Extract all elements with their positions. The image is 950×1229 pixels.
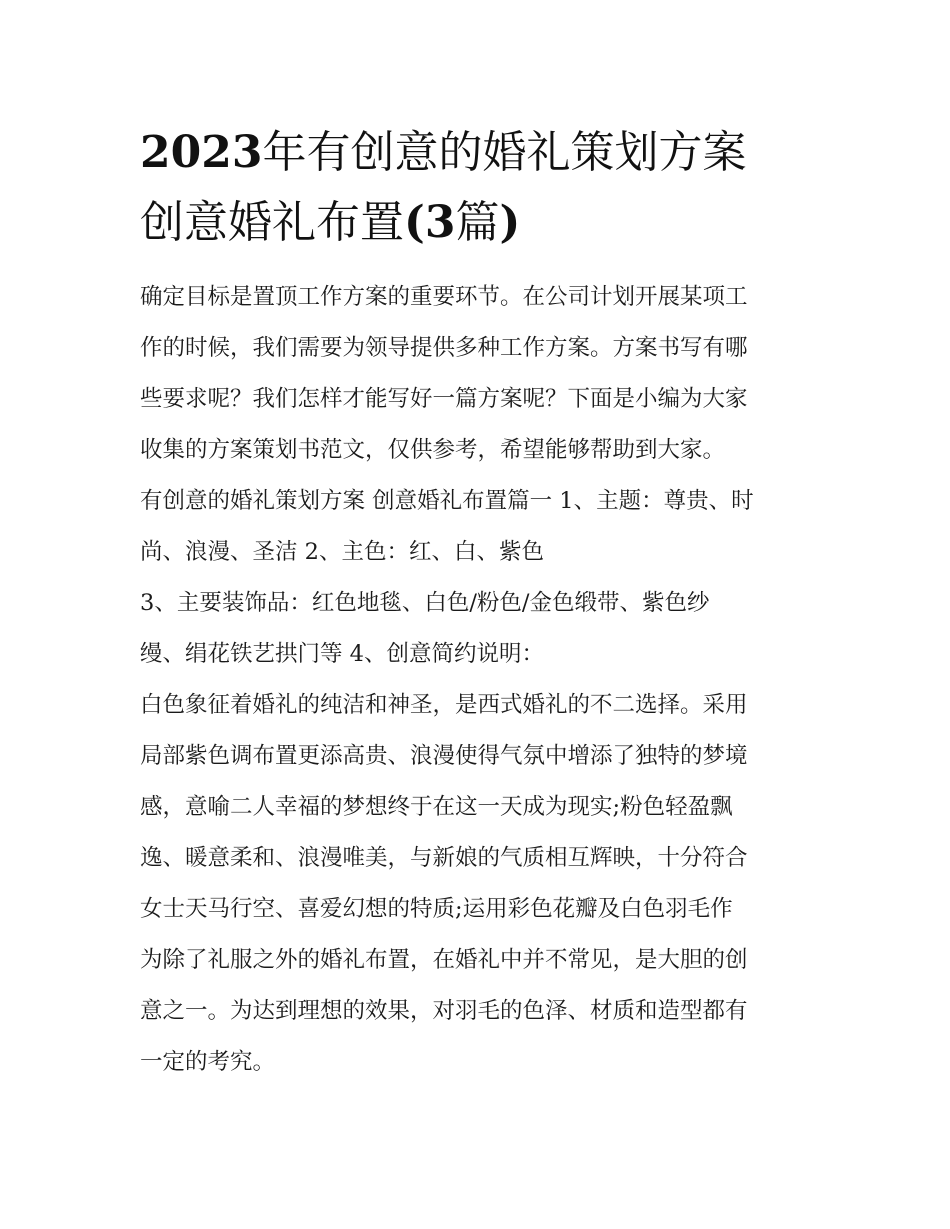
body-line: 些要求呢？我们怎样才能写好一篇方案呢？下面是小编为大家 bbox=[140, 386, 748, 412]
body-line: 作的时候，我们需要为领导提供多种工作方案。方案书写有哪 bbox=[140, 335, 748, 361]
body-line: 逸、暖意柔和、浪漫唯美，与新娘的气质相互辉映，十分符合 bbox=[140, 845, 748, 871]
document-page bbox=[140, 118, 820, 1088]
body-line: 女士天马行空、喜爱幻想的特质;运用彩色花瓣及白色羽毛作 bbox=[140, 896, 733, 922]
body-line: 有创意的婚礼策划方案 创意婚礼布置篇一 1、主题：尊贵、时 bbox=[140, 488, 754, 514]
body-line: 一定的考究。 bbox=[140, 1049, 276, 1075]
title-line-1: 2023年有创意的婚礼策划方案 bbox=[140, 127, 747, 178]
body-line: 意之一。为达到理想的效果，对羽毛的色泽、材质和造型都有 bbox=[140, 998, 748, 1024]
document-title bbox=[140, 118, 820, 258]
title-line-2: 创意婚礼布置(3篇) bbox=[140, 197, 521, 248]
body-line: 为除了礼服之外的婚礼布置，在婚礼中并不常见，是大胆的创 bbox=[140, 947, 748, 973]
body-line: 3、主要装饰品：红色地毯、白色/粉色/金色缎带、紫色纱 bbox=[140, 590, 710, 616]
body-line: 确定目标是置顶工作方案的重要环节。在公司计划开展某项工 bbox=[140, 284, 748, 310]
document-body bbox=[140, 272, 820, 1088]
body-line: 缦、绢花铁艺拱门等 4、创意简约说明： bbox=[140, 641, 544, 667]
body-line: 局部紫色调布置更添高贵、浪漫使得气氛中增添了独特的梦境 bbox=[140, 743, 748, 769]
body-line: 尚、浪漫、圣洁 2、主色：红、白、紫色 bbox=[140, 539, 544, 565]
body-line: 感，意喻二人幸福的梦想终于在这一天成为现实;粉色轻盈飘 bbox=[140, 794, 733, 820]
body-line: 白色象征着婚礼的纯洁和神圣，是西式婚礼的不二选择。采用 bbox=[140, 692, 748, 718]
body-line: 收集的方案策划书范文，仅供参考，希望能够帮助到大家。 bbox=[140, 437, 726, 463]
